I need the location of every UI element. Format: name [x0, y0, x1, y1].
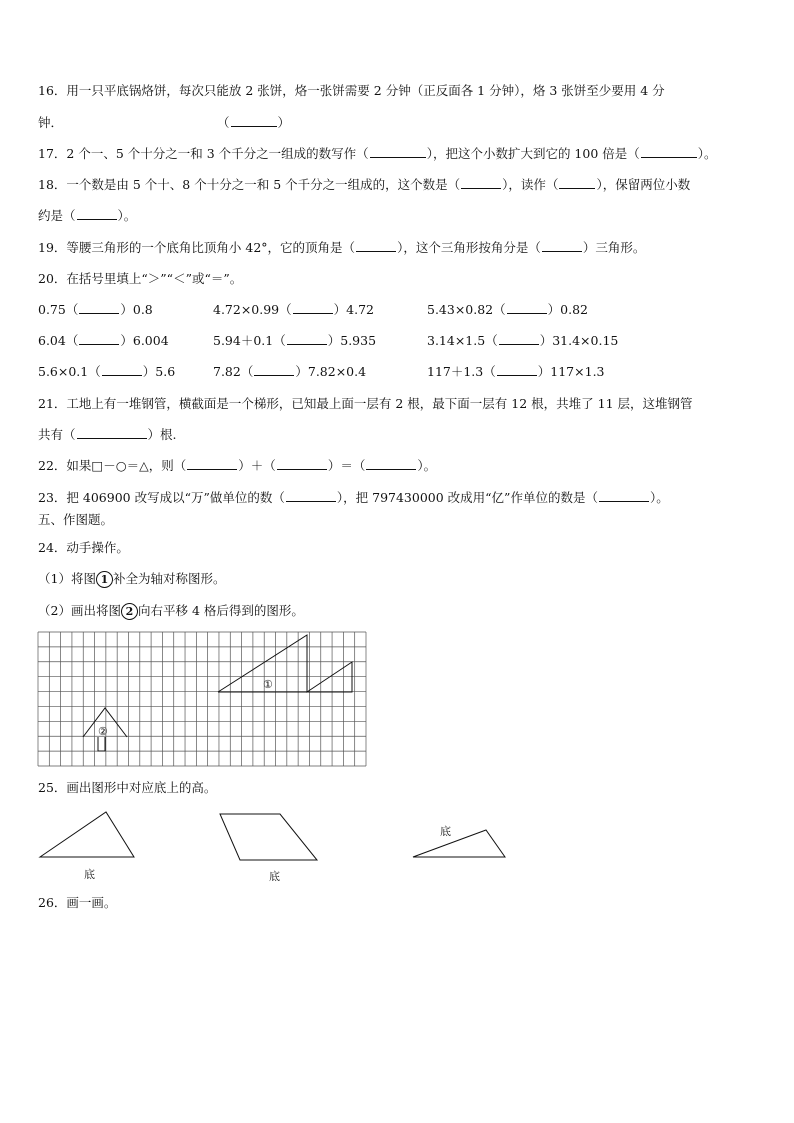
section-5-heading: 五、作图题。 — [38, 512, 114, 527]
q24-step1-text-b: 补全为轴对称图形。 — [112, 571, 226, 586]
q17-text-2: ，把这个小数扩大到它的 100 倍是 — [432, 146, 628, 161]
q21-line2 — [38, 427, 177, 443]
q19-text-1: 19．等腰三角形的一个底角比顶角小 42°，它的顶角是 — [38, 240, 343, 255]
q20-left-expr: 3.14×1.5 — [427, 333, 486, 348]
q19 — [38, 240, 645, 256]
q22 — [38, 458, 436, 474]
q18-text-3: ，保留两位小数 — [602, 177, 691, 192]
q19-blank-2[interactable] — [528, 240, 595, 255]
q20-right-expr: 0.8 — [132, 302, 153, 317]
q20-left-expr: 117＋1.3 — [427, 364, 484, 379]
parallelogram-base-label: 底 — [269, 870, 280, 883]
q20-left-expr: 4.72×0.99 — [213, 302, 280, 317]
q20-item — [427, 364, 605, 380]
q18-blank-3[interactable] — [63, 208, 124, 223]
q17-blank-2[interactable] — [627, 146, 704, 161]
q20-blank[interactable] — [483, 364, 550, 379]
q20-right-expr: 7.82×0.4 — [307, 364, 367, 379]
q16-line1: 16．用一只平底锅烙饼，每次只能放 2 张饼，烙一张饼需要 2 分钟（正反面各 1 分钟），烙 3 张饼至少要用 4 分 — [38, 83, 665, 98]
q18-blank-1[interactable] — [448, 177, 509, 192]
q22-text-1: 22．如果□－○＝△，则 — [38, 458, 174, 473]
q17 — [38, 146, 717, 162]
q22-plus: ＋ — [250, 458, 264, 473]
q20-item — [427, 333, 618, 349]
q17-blank-1[interactable] — [356, 146, 433, 161]
q25-title: 25．画出图形中对应底上的高。 — [38, 780, 217, 795]
q19-blank-1[interactable] — [343, 240, 404, 255]
q16-text: 钟． — [38, 115, 64, 130]
q18-line2 — [38, 208, 136, 224]
q23-blank-1[interactable] — [272, 490, 343, 505]
q20-right-expr: 31.4×0.15 — [552, 333, 619, 348]
q26-title: 26．画一画。 — [38, 895, 117, 910]
q18-line1 — [38, 177, 690, 193]
q20-item — [213, 333, 376, 349]
q18-text-2: ，读作 — [508, 177, 546, 192]
q17-text-3: 。 — [704, 146, 717, 161]
q20-blank[interactable] — [88, 364, 155, 379]
q20-item — [427, 302, 588, 318]
q20-blank[interactable] — [273, 333, 340, 348]
q20-item — [38, 333, 169, 349]
q24-grid-figure[interactable] — [38, 632, 366, 766]
q20-left-expr: 5.6×0.1 — [38, 364, 89, 379]
q17-text-1: 17．2 个一、5 个十分之一和 3 个千分之一组成的数写作 — [38, 146, 357, 161]
q19-text-2: ，这个三角形按角分是 — [403, 240, 529, 255]
q18-text-4: 约是 — [38, 208, 64, 223]
q20-blank[interactable] — [66, 302, 133, 317]
q21-text-2: 根. — [160, 427, 177, 442]
q20-left-expr: 6.04 — [38, 333, 66, 348]
q20-title: 20．在括号里填上“＞”“＜”或“＝”。 — [38, 271, 243, 286]
q22-text-end: 。 — [423, 458, 437, 473]
q24-step2-text-b: 向右平移 4 格后得到的图形。 — [137, 603, 304, 618]
q24-step2-text-a: （2）画出将图 — [38, 603, 121, 618]
q25-shapes[interactable] — [30, 805, 530, 895]
q18-text-5: 。 — [123, 208, 137, 223]
parallelogram — [220, 814, 317, 860]
q22-blank-1[interactable] — [174, 458, 251, 473]
q20-right-expr: 0.82 — [560, 302, 589, 317]
triangle-2-base-label: 底 — [440, 825, 451, 838]
q20-item — [38, 302, 153, 318]
q20-right-expr: 5.935 — [340, 333, 377, 348]
q23-text-3: 。 — [656, 490, 669, 505]
circled-two-icon: 2 — [121, 603, 138, 620]
triangle-1 — [40, 812, 134, 857]
q21-blank[interactable] — [63, 427, 160, 442]
q22-blank-2[interactable] — [263, 458, 340, 473]
q20-right-expr: 4.72 — [346, 302, 375, 317]
q20-blank[interactable] — [279, 302, 346, 317]
q20-left-expr: 7.82 — [213, 364, 241, 379]
q19-text-3: 三角形。 — [595, 240, 646, 255]
triangle-1-base-label: 底 — [84, 868, 95, 881]
q20-item — [38, 364, 175, 380]
q18-text-1: 18．一个数是由 5 个十、8 个十分之一和 5 个千分之一组成的，这个数是 — [38, 177, 448, 192]
figure-1-label: ① — [263, 678, 273, 691]
q16-line2 — [38, 115, 290, 131]
q21-text-1: 共有 — [38, 427, 64, 442]
q21-line1: 21．工地上有一堆钢管，横截面是一个梯形，已知最上面一层有 2 根，最下面一层有 12 根，共堆了 11 层，这堆钢管 — [38, 396, 693, 411]
q20-item — [213, 364, 366, 380]
q23-blank-2[interactable] — [585, 490, 656, 505]
q16-answer-blank[interactable] — [217, 115, 290, 130]
q24-title: 24．动手操作。 — [38, 540, 129, 555]
q20-blank[interactable] — [485, 333, 552, 348]
q20-right-expr: 117×1.3 — [550, 364, 605, 379]
q18-blank-2[interactable] — [546, 177, 603, 192]
triangle-2 — [413, 830, 505, 857]
q23-text-2: ，把 797430000 改成用“亿”作单位的数是 — [343, 490, 586, 505]
q20-right-expr: 5.6 — [155, 364, 176, 379]
q22-equals: ＝ — [340, 458, 353, 473]
q24-step1 — [38, 571, 225, 588]
q20-left-expr: 5.94＋0.1 — [213, 333, 274, 348]
q20-item — [213, 302, 374, 318]
q24-step1-text-a: （1）将图 — [38, 571, 96, 586]
q23-text-1: 23．把 406900 改写成以“万”做单位的数 — [38, 490, 273, 505]
q24-step2 — [38, 603, 304, 620]
q20-right-expr: 6.004 — [132, 333, 169, 348]
q20-left-expr: 5.43×0.82 — [427, 302, 494, 317]
q22-blank-3[interactable] — [353, 458, 424, 473]
figure-2-stem — [98, 737, 105, 751]
q20-blank[interactable] — [241, 364, 308, 379]
q20-blank[interactable] — [66, 333, 133, 348]
q20-blank[interactable] — [493, 302, 560, 317]
q20-left-expr: 0.75 — [38, 302, 66, 317]
q23 — [38, 490, 669, 506]
circled-one-icon: 1 — [96, 571, 113, 588]
figure-2-label: ② — [98, 725, 108, 738]
